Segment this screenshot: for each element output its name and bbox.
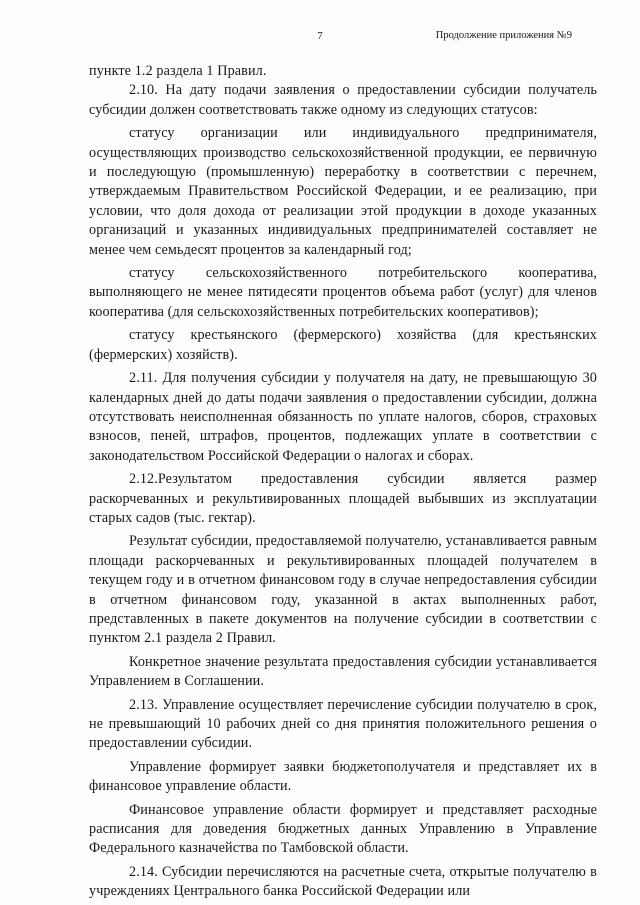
paragraph-continuation: пункте 1.2 раздела 1 Правил. bbox=[89, 63, 267, 79]
page-number: 7 bbox=[317, 30, 323, 42]
paragraph-status-cooperative: статусу сельскохозяйственного потребительского кооператива, выполняющего не менее пятидесяти процентов объема работ (услуг) для членов кооператива (для сельскохозяйственных потребительских кооперативов); bbox=[89, 265, 597, 320]
paragraph-2-13: 2.13. Управление осуществляет перечисление субсидии получателю в срок, не превышающий 10 рабочих дней со дня принятия положительного решения о предоставлении субсидии. bbox=[89, 696, 597, 752]
paragraph-finance: Финансовое управление области формирует и представляет расходные расписания для доведения бюджетных данных Управлению в Управление Федерального казначейства по Тамбовской области. bbox=[89, 801, 597, 857]
paragraph-2-11: 2.11. Для получения субсидии у получателя на дату, не превышающую 30 календарных дней до даты подачи заявления о предоставлении субсидии, должна отсутствовать неисполненная обязанность по уплате налогов, сборов, страховых взносов, пеней, штрафов, процентов, подлежащих уплате в соответствии с законодательством Российской Федерации о налогах и сборах. bbox=[89, 370, 597, 464]
paragraph-2-12: 2.12.Результатом предоставления субсидии является размер раскорчеванных и рекультивированных площадей выбывших из эксплуатации старых садов (тыс. гектар). bbox=[89, 471, 597, 526]
paragraph-result-value: Конкретное значение результата предоставления субсидии устанавливается Управлением в Соглашении. bbox=[89, 653, 597, 690]
paragraph-2-10: 2.10. На дату подачи заявления о предоставлении субсидии получатель субсидии должен соответствовать также одному из следующих статусов: bbox=[89, 82, 597, 118]
paragraph-requests: Управление формирует заявки бюджетополучателя и представляет их в финансовое управление области. bbox=[89, 758, 597, 795]
body-text bbox=[89, 62, 597, 902]
paragraph-result: Результат субсидии, предоставляемой получателю, устанавливается равным площади раскорчеванных и рекультивированных площадей получателем в текущем году и в отчетном финансовом году в случае непредоставления субсидии в отчетном финансовом году, указанной в актах выполненных работ, представленных в пакете документов на получение субсидии в соответствии с пунктом 2.1 раздела 2 Правил. bbox=[89, 533, 597, 647]
paragraph-2-14: 2.14. Субсидии перечисляются на расчетные счета, открытые получателю в учреждениях Центрального банка Российской Федерации или bbox=[89, 863, 597, 900]
paragraph-status-farm: статусу крестьянского (фермерского) хозяйства (для крестьянских (фермерских) хозяйств). bbox=[89, 327, 597, 363]
running-header: Продолжение приложения №9 bbox=[435, 30, 572, 41]
paragraph-status-organization: статусу организации или индивидуального предпринимателя, осуществляющих производство сельскохозяйственной продукции, ее первичную и последующую (промышленную) переработку в соответствии с перечнем, утверждаемым Правительством Российской Федерации, и ее реализацию, при условии, что доля дохода от реализации этой продукции в доходе указанных организаций и указанных индивидуальных предпринимателей составляет не менее чем семьдесят процентов за календарный год; bbox=[89, 125, 597, 258]
